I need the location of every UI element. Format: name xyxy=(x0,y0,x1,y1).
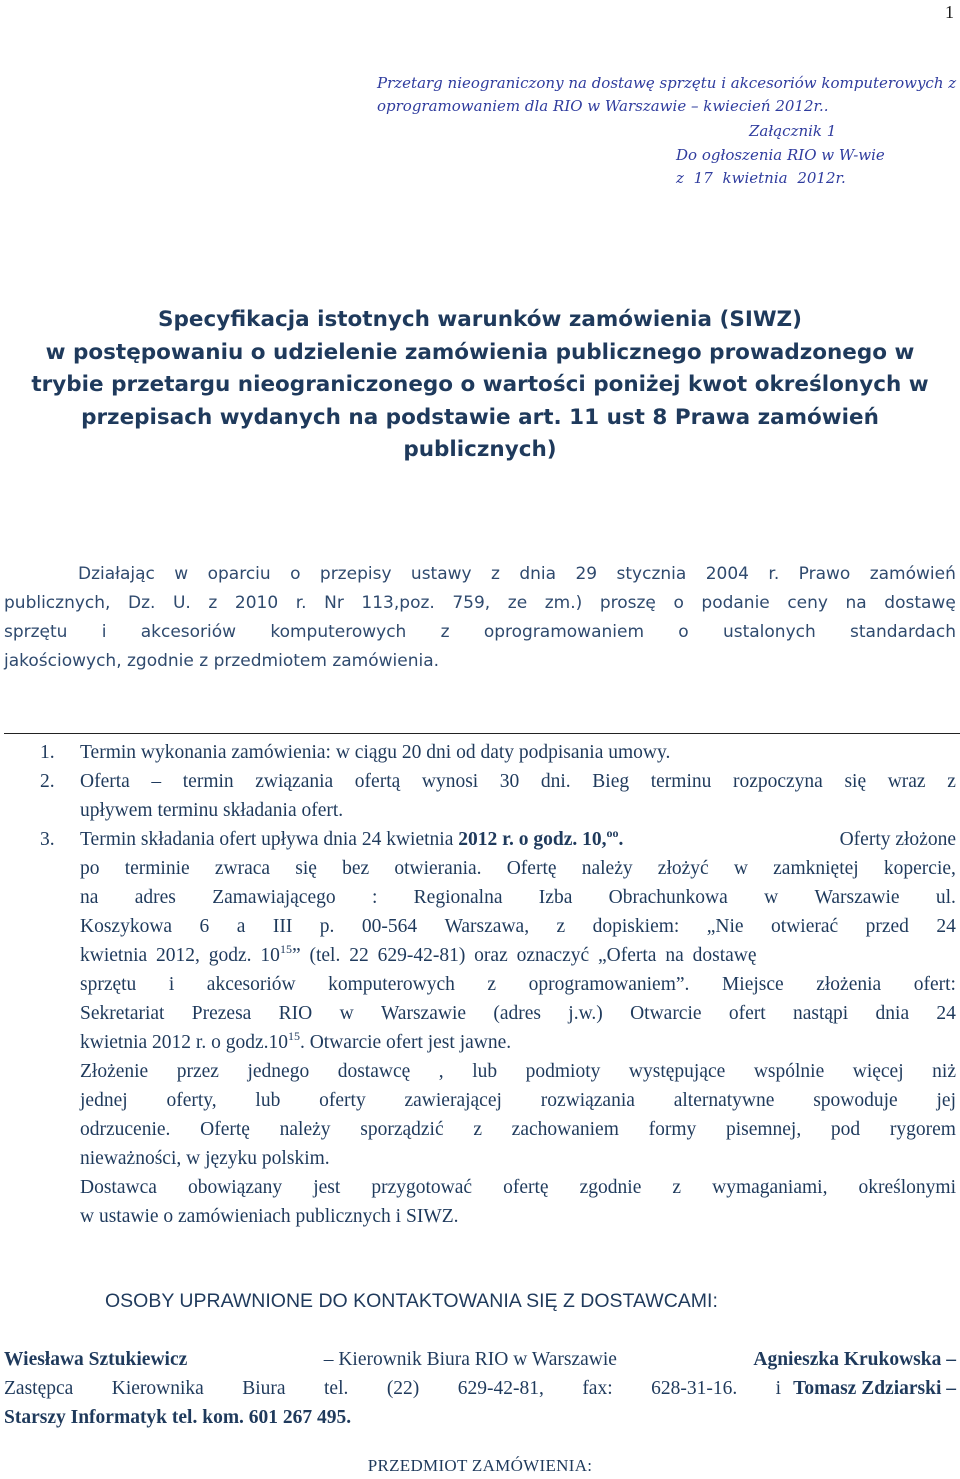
contacts-line-2 xyxy=(4,1374,956,1403)
word: Prawo xyxy=(798,564,851,584)
item-3-line-5 xyxy=(80,941,956,970)
word: (adres xyxy=(493,1003,541,1024)
word: w xyxy=(764,887,779,908)
word: dostawę xyxy=(884,593,956,613)
word: złożenia xyxy=(816,974,882,995)
word: więcej xyxy=(852,1061,904,1082)
item-3 xyxy=(80,825,956,1231)
item-2 xyxy=(80,767,956,825)
word: o xyxy=(290,564,301,584)
word: Kierownika xyxy=(111,1378,204,1399)
word: i xyxy=(101,622,107,642)
word: przed xyxy=(865,916,909,937)
word: kopercie, xyxy=(883,858,956,879)
word: Prezesa xyxy=(191,1003,252,1024)
word: alternatywne xyxy=(673,1090,775,1111)
intro-line-4: jakościowych, zgodnie z przedmiotem zamówienia. xyxy=(4,651,440,671)
p3-line-1 xyxy=(80,1173,956,1202)
item-3-line-2 xyxy=(80,854,956,883)
word: terminie xyxy=(124,858,190,879)
contact-role-1: – Kierownik Biura RIO w Warszawie xyxy=(323,1349,617,1370)
word: a xyxy=(236,916,246,937)
word: : xyxy=(371,887,378,908)
word: Warszawa, xyxy=(444,916,530,937)
word: Sekretariat xyxy=(80,1003,165,1024)
intro-line-3 xyxy=(4,618,956,647)
word: sprzętu xyxy=(4,622,68,642)
word: U. xyxy=(172,593,191,613)
word: pod xyxy=(830,1119,861,1140)
p2-line-1 xyxy=(80,1057,956,1086)
word: niż xyxy=(932,1061,956,1082)
word: wymaganiami, xyxy=(712,1177,828,1198)
word: oparciu xyxy=(207,564,271,584)
word: złożyć xyxy=(657,858,709,879)
word: Oferta xyxy=(80,771,130,792)
word: na xyxy=(845,593,867,613)
header-line-3: Załącznik 1 xyxy=(749,122,837,140)
item-2-line-2: upływem terminu składania ofert. xyxy=(80,800,344,821)
word: Bieg xyxy=(592,771,630,792)
word: standardach xyxy=(850,622,956,642)
word: Ofertę xyxy=(506,858,557,879)
word: 29 xyxy=(575,564,598,584)
word: ofertą xyxy=(354,771,401,792)
p2-line-3 xyxy=(80,1115,956,1144)
word: – xyxy=(151,771,162,792)
word: się xyxy=(295,858,317,879)
word: oprogramowaniem”. xyxy=(528,974,690,995)
item-3-line-1 xyxy=(80,825,956,854)
terms-list xyxy=(0,738,960,1238)
word: fax: xyxy=(582,1378,613,1399)
word: terminu xyxy=(650,771,712,792)
p3-line-2: w ustawie o zamówieniach publicznych i SIWZ. xyxy=(80,1206,459,1227)
word: oferty xyxy=(319,1090,366,1111)
word: wynosi xyxy=(421,771,479,792)
page-number: 1 xyxy=(945,2,954,22)
word: z xyxy=(208,593,218,613)
word: ul. xyxy=(935,887,956,908)
document-title xyxy=(0,304,960,467)
title-line-5: publicznych) xyxy=(403,437,557,462)
word: zawierającej xyxy=(404,1090,502,1111)
word: Zamawiającego xyxy=(212,887,336,908)
item-3-text-a: Termin składania ofert upływa dnia 24 kwietnia xyxy=(80,829,459,850)
word: dopiskiem: xyxy=(592,916,680,937)
word: 6 xyxy=(199,916,210,937)
word: obowiązany xyxy=(187,1177,283,1198)
word: ceny xyxy=(787,593,828,613)
word: , xyxy=(438,1061,444,1082)
word: Regionalna xyxy=(413,887,503,908)
word: akcesoriów xyxy=(206,974,296,995)
word: zwraca xyxy=(214,858,271,879)
item-3-time-dot: . xyxy=(618,829,624,850)
contact-name-1: Wiesława Sztukiewicz xyxy=(4,1349,188,1370)
word: z xyxy=(556,916,566,937)
word: formy xyxy=(648,1119,697,1140)
item-number-2: 2. xyxy=(40,771,55,792)
divider xyxy=(4,733,960,734)
item-3-line-6 xyxy=(80,970,956,999)
item-2-line-1 xyxy=(80,767,956,796)
item-3-l8-a: kwietnia 2012 r. o godz.10 xyxy=(80,1032,288,1053)
contact-name-2: Agnieszka Krukowska – xyxy=(753,1349,956,1370)
word: jest xyxy=(313,1177,341,1198)
word: zachowaniem xyxy=(511,1119,619,1140)
item-1-text: Termin wykonania zamówienia: w ciągu 20 dni od daty podpisania umowy. xyxy=(80,742,671,763)
word: lub xyxy=(472,1061,498,1082)
title-line-2: w postępowaniu o udzielenie zamówienia publicznego prowadzonego w xyxy=(45,339,915,365)
item-3-line-4 xyxy=(80,912,956,941)
word: przygotować xyxy=(371,1177,473,1198)
word: oferty, xyxy=(166,1090,217,1111)
word: tel. xyxy=(324,1378,349,1399)
word: wspólnie xyxy=(753,1061,825,1082)
word: Miejsce xyxy=(721,974,784,995)
word: otwierać xyxy=(771,916,839,937)
word: z xyxy=(473,1119,482,1140)
word: i xyxy=(168,974,175,995)
word: otwierania. xyxy=(394,858,482,879)
word: Działając xyxy=(78,564,155,584)
title-line-1: Specyfikacja istotnych warunków zamówienia (SIWZ) xyxy=(158,307,802,332)
word: Warszawie xyxy=(814,887,900,908)
item-3-time: 2012 r. o godz. 10, xyxy=(458,829,607,850)
item-3-time-sup: oo xyxy=(606,826,619,840)
word: ze xyxy=(507,593,528,613)
word: dostawcę xyxy=(337,1061,411,1082)
word: podanie xyxy=(701,593,770,613)
word: 00-564 xyxy=(361,916,418,937)
word: Złożenie xyxy=(80,1061,149,1082)
word: akcesoriów xyxy=(140,622,237,642)
header-line-4: Do ogłoszenia RIO w W-wie xyxy=(676,146,885,164)
word: jednej xyxy=(80,1090,128,1111)
word: podmioty xyxy=(525,1061,601,1082)
contacts-line-1 xyxy=(4,1345,956,1374)
word: Biura xyxy=(242,1378,286,1399)
word: ustawy xyxy=(410,564,472,584)
contacts-line-3: Starszy Informatyk tel. kom. 601 267 495. xyxy=(4,1407,352,1428)
item-3-l5-sup: 15 xyxy=(279,942,292,956)
word: rozwiązania xyxy=(540,1090,635,1111)
subject-heading: PRZEDMIOT ZAMÓWIENIA: xyxy=(367,1456,593,1475)
word: bez xyxy=(342,858,370,879)
intro-paragraph xyxy=(4,560,956,676)
item-3-date-bold xyxy=(458,826,624,850)
item-1 xyxy=(80,738,956,767)
word: Dz. xyxy=(128,593,156,613)
word: z xyxy=(491,564,500,584)
item-3-l5-b: ” (tel. 22 629-42-81) oraz oznaczyć „Oferta na dostawę xyxy=(291,945,757,966)
header-line-2: oprogramowaniem dla RIO w Warszawie – kwiecień 2012r.. xyxy=(377,97,829,115)
word: z xyxy=(947,771,956,792)
word: spowoduje xyxy=(813,1090,898,1111)
word: jej xyxy=(936,1090,956,1111)
word: adres xyxy=(134,887,176,908)
word: publicznych, xyxy=(4,593,111,613)
word: występujące xyxy=(628,1061,726,1082)
word: stycznia xyxy=(616,564,687,584)
word: w xyxy=(733,858,748,879)
item-3-line-7 xyxy=(80,999,956,1028)
word: rygorem xyxy=(889,1119,956,1140)
word: 2004 xyxy=(705,564,749,584)
word: zm.) xyxy=(544,593,583,613)
word: o xyxy=(673,593,684,613)
word: z xyxy=(487,974,497,995)
word: ofert xyxy=(728,1003,766,1024)
word: oprogramowaniem xyxy=(483,622,645,642)
item-number-1: 1. xyxy=(40,742,55,763)
word: 759, xyxy=(452,593,491,613)
item-3-l8-sup: 15 xyxy=(287,1029,300,1043)
word: zamówień xyxy=(869,564,956,584)
word: z xyxy=(672,1177,682,1198)
word: lub xyxy=(255,1090,281,1111)
word: w xyxy=(174,564,189,584)
word: (22) xyxy=(386,1378,420,1399)
word: dni. xyxy=(540,771,571,792)
item-3-line-3 xyxy=(80,883,956,912)
word: wraz xyxy=(887,771,926,792)
word: Koszykowa xyxy=(80,916,173,937)
intro-line-1 xyxy=(4,560,956,589)
contacts-line-2-words xyxy=(4,1374,781,1403)
word: j.w.) xyxy=(568,1003,603,1024)
word: proszę xyxy=(599,593,656,613)
word: pisemnej, xyxy=(725,1119,802,1140)
word: Warszawie xyxy=(380,1003,467,1024)
word: przez xyxy=(176,1061,219,1082)
word: 2010 xyxy=(234,593,279,613)
title-line-3: trybie przetargu nieograniczonego o wartości poniżej kwot określonych w xyxy=(31,372,929,397)
word: z xyxy=(440,622,450,642)
word: Otwarcie xyxy=(630,1003,702,1024)
word: 30 xyxy=(499,771,520,792)
word: dnia xyxy=(875,1003,910,1024)
word: należy xyxy=(279,1119,331,1140)
word: Izba xyxy=(538,887,573,908)
item-number-3: 3. xyxy=(40,829,55,850)
word: komputerowych xyxy=(270,622,407,642)
item-3-line-8 xyxy=(80,1028,956,1057)
word: rozpoczyna xyxy=(732,771,823,792)
word: Zastępca xyxy=(4,1378,74,1399)
contact-name-3: Tomasz Zdziarski – xyxy=(793,1378,956,1399)
word: r. xyxy=(768,564,780,584)
item-3-l8-b: . Otwarcie ofert jest jawne. xyxy=(299,1032,512,1053)
word: ofertę xyxy=(503,1177,549,1198)
word: nastąpi xyxy=(792,1003,849,1024)
word: Nr xyxy=(324,593,344,613)
header-line-1: Przetarg nieograniczony na dostawę sprzętu i akcesoriów komputerowych z xyxy=(377,74,957,92)
word: się xyxy=(844,771,867,792)
word: jednego xyxy=(247,1061,310,1082)
item-3-text-d: Oferty złożone xyxy=(839,829,956,850)
word: 628-31-16. xyxy=(651,1378,738,1399)
header-line-5: z 17 kwietnia 2012r. xyxy=(676,169,846,187)
word: ofert: xyxy=(913,974,956,995)
word: 629-42-81, xyxy=(457,1378,544,1399)
word: r. xyxy=(295,593,307,613)
word: na xyxy=(80,887,99,908)
p2-line-4: nieważności, w języku polskim. xyxy=(80,1148,330,1169)
intro-line-2 xyxy=(4,589,956,618)
word: Dostawca xyxy=(80,1177,157,1198)
title-line-4: przepisach wydanych na podstawie art. 11 ust 8 Prawa zamówień xyxy=(81,404,879,430)
word: p. xyxy=(319,916,335,937)
word: przepisy xyxy=(319,564,392,584)
word: o xyxy=(678,622,689,642)
word: 24 xyxy=(936,916,956,937)
word: ustalonych xyxy=(722,622,816,642)
word: i xyxy=(775,1378,782,1399)
word: zgodnie xyxy=(579,1177,642,1198)
word: po xyxy=(80,858,100,879)
word: Obrachunkowa xyxy=(608,887,728,908)
word: określonymi xyxy=(858,1177,956,1198)
word: 113,poz. xyxy=(361,593,435,613)
word: w xyxy=(339,1003,354,1024)
word: RIO xyxy=(278,1003,313,1024)
word: sporządzić xyxy=(360,1119,444,1140)
word: 24 xyxy=(936,1003,956,1024)
word: związania xyxy=(255,771,334,792)
word: zamkniętej xyxy=(773,858,859,879)
word: dnia xyxy=(519,564,557,584)
item-3-l5-a: kwietnia 2012, godz. 10 xyxy=(80,945,280,966)
word: Ofertę xyxy=(200,1119,250,1140)
word: termin xyxy=(182,771,234,792)
contacts-heading: OSOBY UPRAWNIONE DO KONTAKTOWANIA SIĘ Z DOSTAWCAMI: xyxy=(105,1290,718,1312)
word: należy xyxy=(581,858,633,879)
contacts-block xyxy=(4,1345,956,1432)
word: odrzucenie. xyxy=(80,1119,171,1140)
word: „Nie xyxy=(706,916,744,937)
word: sprzętu xyxy=(80,974,137,995)
p2-line-2 xyxy=(80,1086,956,1115)
word: komputerowych xyxy=(328,974,455,995)
word: III xyxy=(272,916,293,937)
